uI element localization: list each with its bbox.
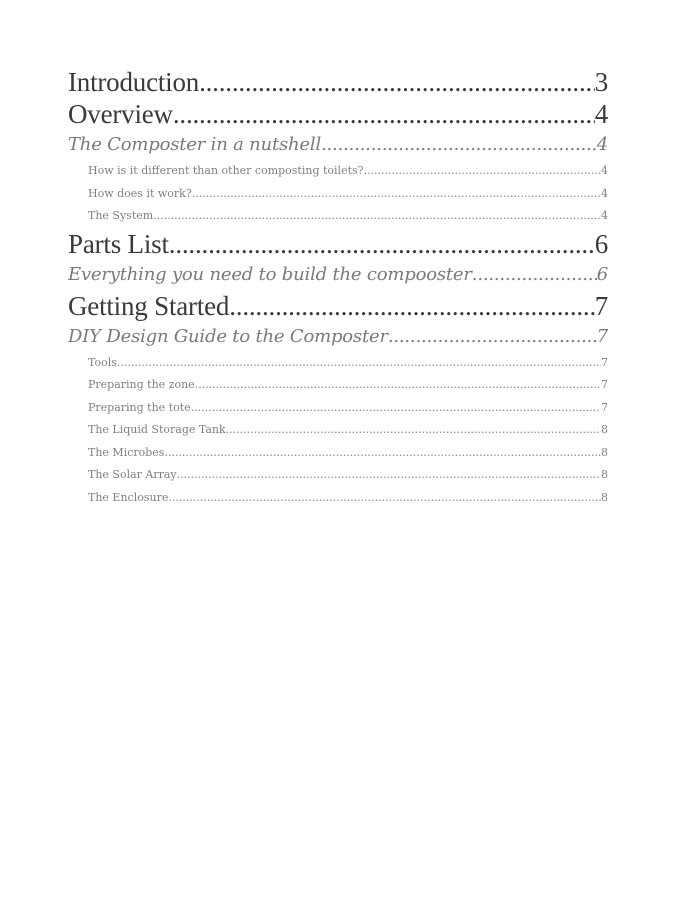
dot-leader: [364, 160, 601, 183]
dot-leader: [195, 374, 601, 397]
toc-page-number: 6: [594, 228, 608, 259]
toc-page-number: 7: [594, 290, 608, 321]
toc-entry-title: Overview: [68, 99, 173, 129]
toc-entry-title: The System: [88, 209, 154, 222]
toc-entry-liquid-storage-tank[interactable]: [68, 419, 608, 442]
dot-leader: [229, 290, 594, 322]
dot-leader: [226, 419, 601, 442]
toc-entry-introduction[interactable]: [68, 66, 608, 98]
dot-leader: [199, 66, 595, 98]
dot-leader: [192, 183, 601, 206]
toc-page-number: 8: [601, 445, 608, 459]
toc-entry-title: Everything you need to build the compooster: [68, 263, 472, 285]
toc-entry-title: The Composter in a nutshell: [68, 134, 321, 155]
toc-entry-title: The Solar Array: [88, 468, 177, 481]
toc-page-number: 7: [601, 355, 608, 369]
dot-leader: [472, 260, 597, 290]
toc-entry-title: The Enclosure: [88, 490, 169, 504]
dot-leader: [117, 352, 601, 375]
toc-page-number: 8: [601, 423, 608, 436]
toc-entry-system[interactable]: [68, 205, 608, 228]
toc-entry-enclosure[interactable]: [68, 487, 608, 510]
toc-entry-how-work[interactable]: [68, 183, 608, 206]
toc-page-number: 8: [601, 490, 608, 504]
toc-entry-tools[interactable]: [68, 352, 608, 375]
toc-page-number: 6: [596, 263, 608, 285]
toc-page-number: 7: [601, 400, 608, 414]
dot-leader: [164, 442, 601, 465]
toc-page-number: 7: [596, 325, 608, 347]
toc-entry-getting-started[interactable]: [68, 290, 608, 322]
toc-page-number: 4: [594, 99, 608, 129]
toc-entry-overview[interactable]: [68, 98, 608, 130]
toc-entry-title: Preparing the tote: [88, 400, 191, 414]
toc-entry-preparing-zone[interactable]: [68, 374, 608, 397]
toc-entry-title: DIY Design Guide to the Composter: [68, 325, 388, 347]
toc-entry-title: How does it work?: [88, 186, 192, 200]
toc-entry-parts-list[interactable]: [68, 228, 608, 260]
toc-entry-solar-array[interactable]: [68, 464, 608, 487]
toc-entry-composter-nutshell[interactable]: [68, 130, 608, 160]
toc-entry-title: Tools: [88, 355, 117, 369]
toc-entry-title: The Liquid Storage Tank: [88, 423, 226, 436]
toc-page-number: 7: [601, 378, 608, 391]
toc-entry-title: Getting Started: [68, 290, 230, 321]
toc-entry-title: The Microbes: [88, 445, 165, 459]
toc-page-number: 4: [596, 134, 608, 155]
toc-page-number: 4: [601, 164, 608, 177]
dot-leader: [191, 397, 601, 420]
toc-entry-diy-design-guide[interactable]: [68, 322, 608, 352]
toc-entry-title: Preparing the zone: [88, 378, 195, 391]
dot-leader: [173, 98, 595, 130]
toc-page-number: 3: [594, 67, 608, 97]
toc-entry-preparing-tote[interactable]: [68, 397, 608, 420]
toc-page-number: 4: [601, 209, 608, 222]
toc-entry-title: How is it different than other composting toilets?: [88, 164, 364, 177]
dot-leader: [321, 130, 597, 160]
toc-entry-title: Parts List: [68, 228, 169, 259]
dot-leader: [388, 322, 597, 352]
dot-leader: [177, 464, 601, 487]
toc-page-number: 8: [601, 468, 608, 481]
toc-page-number: 4: [601, 186, 608, 200]
table-of-contents: [68, 66, 608, 509]
dot-leader: [168, 487, 601, 510]
dot-leader: [169, 228, 595, 260]
dot-leader: [153, 205, 601, 228]
toc-entry-title: Introduction: [68, 67, 200, 97]
toc-entry-microbes[interactable]: [68, 442, 608, 465]
toc-entry-everything-you-need[interactable]: [68, 260, 608, 290]
toc-entry-how-different[interactable]: [68, 160, 608, 183]
